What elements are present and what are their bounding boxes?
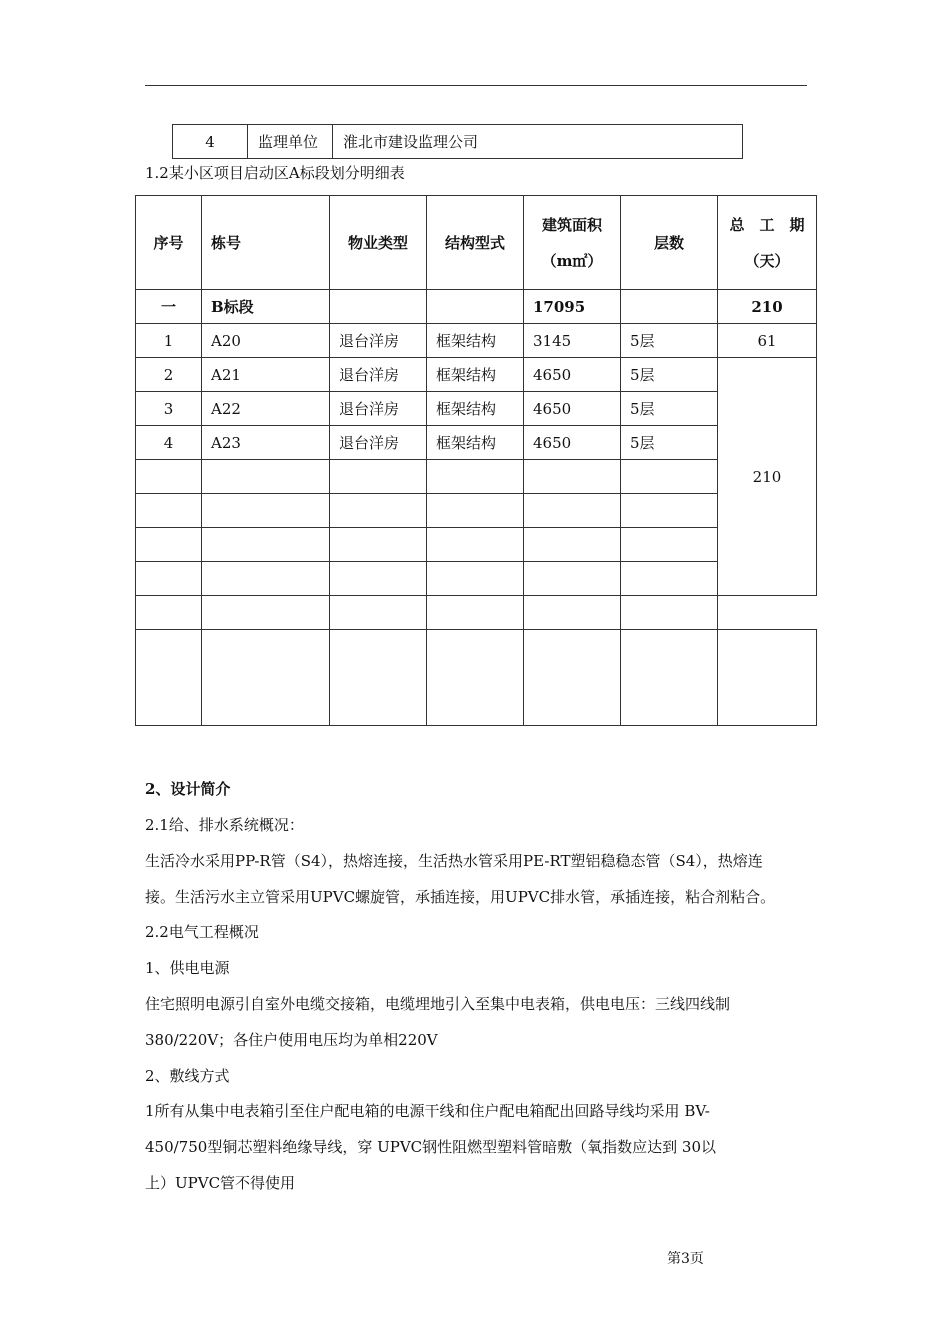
- empty-cell: [330, 460, 427, 494]
- header-rule: [145, 85, 807, 86]
- row-structure: 框架结构: [427, 358, 524, 392]
- empty-cell: [330, 596, 427, 630]
- row-seq: 2: [136, 358, 202, 392]
- empty-cell: [621, 596, 718, 630]
- table-caption: 1.2某小区项目启动区A标段划分明细表: [145, 164, 405, 182]
- subheading-wiring: 2、敷线方式: [145, 1067, 230, 1085]
- empty-cell: [524, 460, 621, 494]
- row-floors: 5层: [621, 426, 718, 460]
- row-type: 退台洋房: [330, 358, 427, 392]
- row-floors: 5层: [621, 324, 718, 358]
- subheading-power-source: 1、供电电源: [145, 959, 230, 977]
- empty-cell: [427, 290, 524, 324]
- empty-cell: [136, 494, 202, 528]
- section-seq: 一: [136, 290, 202, 324]
- empty-cell: [136, 562, 202, 596]
- row-seq: 4: [136, 426, 202, 460]
- empty-cell: [202, 630, 330, 726]
- empty-cell: [202, 596, 330, 630]
- empty-cell: [202, 460, 330, 494]
- header-area-line1: 建筑面积: [541, 215, 602, 234]
- empty-cell: [621, 562, 718, 596]
- row-structure: 框架结构: [427, 426, 524, 460]
- empty-cell: [524, 596, 621, 630]
- row-duration: 61: [718, 324, 817, 358]
- empty-cell: [202, 562, 330, 596]
- cell-value: 淮北市建设监理公司: [333, 125, 743, 159]
- row-floors: 5层: [621, 392, 718, 426]
- header-seq: 序号: [136, 196, 202, 290]
- subheading-water: 2.1给、排水系统概况：: [145, 816, 304, 834]
- header-duration: [718, 196, 817, 290]
- table-row: [136, 358, 817, 392]
- row-type: 退台洋房: [330, 426, 427, 460]
- empty-cell: [427, 562, 524, 596]
- empty-cell: [524, 562, 621, 596]
- row-building: A21: [202, 358, 330, 392]
- empty-cell: [136, 596, 202, 630]
- row-area: 4650: [524, 392, 621, 426]
- paragraph-wiring-line2: 450/750型铜芯塑料绝缘导线，穿 UPVC钢性阻燃型塑料管暗敷（氧指数应达到 30以: [145, 1138, 716, 1156]
- paragraph-power-line2: 380/220V；各住户使用电压均为单相220V: [145, 1031, 438, 1049]
- section-name: B标段: [202, 290, 330, 324]
- paragraph-water-line1: 生活冷水采用PP-R管（S4），热熔连接，生活热水管采用PE-RT塑铝稳稳态管（S4），热熔连: [145, 852, 763, 870]
- empty-cell: [621, 494, 718, 528]
- row-type: 退台洋房: [330, 392, 427, 426]
- empty-cell: [621, 290, 718, 324]
- row-area: 4650: [524, 426, 621, 460]
- row-building: A22: [202, 392, 330, 426]
- empty-row: [136, 562, 817, 596]
- page-number: 第3页: [667, 1251, 704, 1267]
- row-seq: 1: [136, 324, 202, 358]
- empty-row: [136, 494, 817, 528]
- row-seq: 3: [136, 392, 202, 426]
- empty-cell: [524, 630, 621, 726]
- row-type: 退台洋房: [330, 324, 427, 358]
- section-duration: 210: [718, 290, 817, 324]
- row-floors: 5层: [621, 358, 718, 392]
- section-table: [135, 195, 817, 726]
- section-row: [136, 290, 817, 324]
- heading-design-intro: 2、设计简介: [145, 780, 231, 798]
- empty-cell: [621, 630, 718, 726]
- empty-cell: [330, 630, 427, 726]
- header-area-line2: （m㎡）: [541, 251, 603, 270]
- merged-duration: 210: [718, 358, 817, 596]
- empty-cell: [330, 290, 427, 324]
- empty-cell: [330, 494, 427, 528]
- header-property-type: 物业类型: [330, 196, 427, 290]
- empty-cell: [330, 528, 427, 562]
- header-area: [524, 196, 621, 290]
- row-building: A20: [202, 324, 330, 358]
- empty-cell: [427, 528, 524, 562]
- table-row: [136, 324, 817, 358]
- empty-cell: [136, 528, 202, 562]
- empty-row: [136, 528, 817, 562]
- row-structure: 框架结构: [427, 324, 524, 358]
- empty-cell: [427, 630, 524, 726]
- paragraph-wiring-line3: 上）UPVC管不得使用: [145, 1174, 296, 1192]
- header-structure: 结构型式: [427, 196, 524, 290]
- empty-row: [136, 596, 817, 630]
- empty-row: [136, 460, 817, 494]
- row-area: 4650: [524, 358, 621, 392]
- table-row: [136, 392, 817, 426]
- empty-cell: [136, 630, 202, 726]
- empty-cell: [621, 528, 718, 562]
- row-area: 3145: [524, 324, 621, 358]
- section-area: 17095: [524, 290, 621, 324]
- empty-cell: [427, 596, 524, 630]
- cell-label: 监理单位: [248, 125, 333, 159]
- row-structure: 框架结构: [427, 392, 524, 426]
- empty-cell: [427, 494, 524, 528]
- paragraph-wiring-line1: 1所有从集中电表箱引至住户配电箱的电源干线和住户配电箱配出回路导线均采用 BV-: [145, 1102, 710, 1120]
- header-duration-line1: 总 工 期: [729, 215, 805, 234]
- empty-cell: [524, 528, 621, 562]
- cell-num: 4: [173, 125, 248, 159]
- empty-cell: [718, 630, 817, 726]
- row-building: A23: [202, 426, 330, 460]
- empty-cell: [621, 460, 718, 494]
- header-building: 栋号: [202, 196, 330, 290]
- header-duration-line2: （天）: [744, 251, 790, 270]
- empty-cell: [202, 494, 330, 528]
- supervision-table: [172, 124, 743, 159]
- paragraph-water-line2: 接。生活污水主立管采用UPVC螺旋管，承插连接，用UPVC排水管，承插连接，粘合剂粘合。: [145, 888, 776, 906]
- subheading-electrical: 2.2电气工程概况: [145, 923, 259, 941]
- empty-cell: [330, 562, 427, 596]
- empty-row: [136, 630, 817, 726]
- paragraph-power-line1: 住宅照明电源引自室外电缆交接箱，电缆埋地引入至集中电表箱，供电电压：三线四线制: [145, 995, 731, 1013]
- empty-cell: [136, 460, 202, 494]
- empty-cell: [202, 528, 330, 562]
- header-floors: 层数: [621, 196, 718, 290]
- empty-cell: [524, 494, 621, 528]
- header-row: [136, 196, 817, 290]
- table-row: [136, 426, 817, 460]
- empty-cell: [427, 460, 524, 494]
- table-row: [173, 125, 743, 159]
